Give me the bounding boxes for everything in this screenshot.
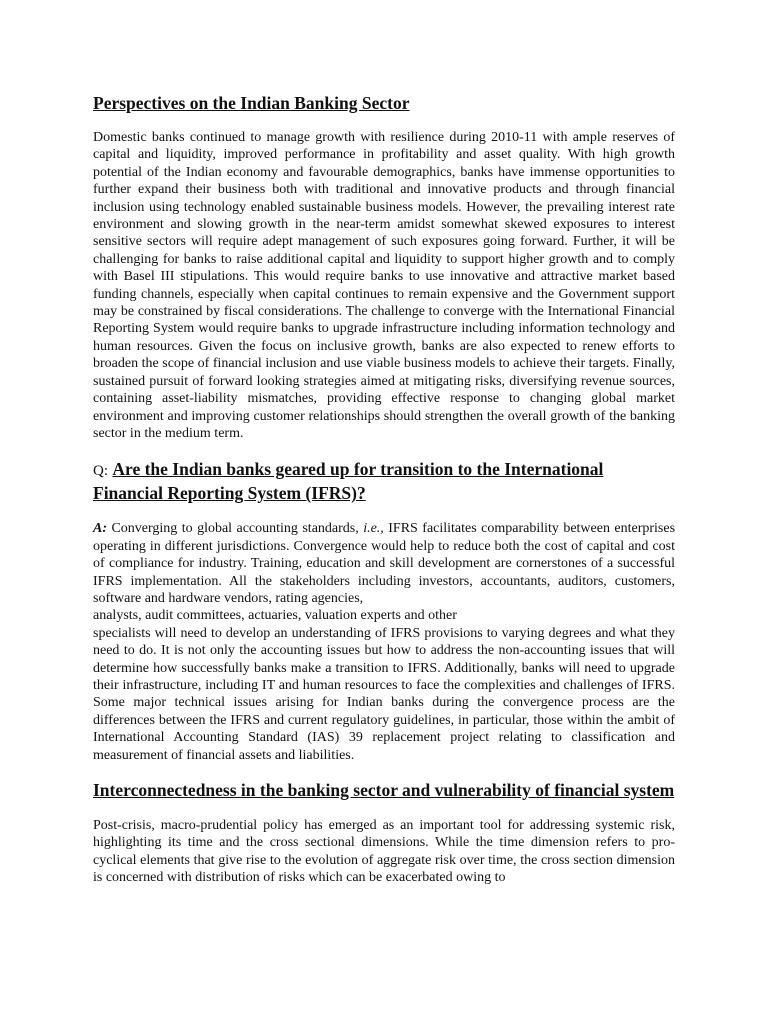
answer-part2: specialists will need to develop an understanding of IFRS provisions to varying degrees and what they need to do. It is not only the accounting issues but how to address the non-accounting issues that will determine how successfully banks make a transition to IFRS. Additionally, banks will need to upgrade their infrastructure, including IT and human resources to face the complexities and challenges of IFRS. Some major technical issues arising for Indian banks during the convergence process are the differences between the IFRS and current regulatory guidelines, in particular, those within the ambit of International Accounting Standard (IAS) 39 replacement project relating to classification and measurement of financial assets and liabilities.: [93, 625, 675, 763]
answer-break-line: analysts, audit committees, actuaries, valuation experts and other: [93, 608, 457, 624]
answer-prefix: A:: [93, 521, 107, 537]
document-page: [93, 92, 675, 887]
section-heading-interconnectedness: Interconnectedness in the banking sector and vulnerability of financial system: [93, 780, 675, 800]
question-prefix: Q:: [93, 463, 108, 480]
answer-part1: IFRS facilitates comparability between enterprises operating in different jurisdictions. Convergence would help to reduce both the cost of capital and cost of compliance for industry. Training, education and skill development are cornerstones of a successful IFRS implementation. All the stakeholders including investors, accountants, auditors, customers, software and hardware vendors, rating agencies,: [93, 521, 676, 606]
section-heading-perspectives: Perspectives on the Indian Banking Sector: [93, 93, 410, 113]
answer-ie: i.e.,: [363, 521, 384, 537]
answer-lead: Converging to global accounting standards,: [111, 521, 359, 537]
paragraph-interconnectedness: Post-crisis, macro-prudential policy has emerged as an important tool for addressing systemic risk, highlighting its time and the cross sectional dimensions. While the time dimension refers to pro-cyclical elements that give rise to the evolution of aggregate risk over time, the cross section dimension is concerned with distribution of risks which can be exacerbated owing to: [93, 818, 675, 886]
paragraph-perspectives: Domestic banks continued to manage growth with resilience during 2010-11 with ample reserves of capital and liquidity, improved performance in profitability and asset quality. With high growth potential of the Indian economy and favourable demographics, banks have immense opportunities to further expand their business both with traditional and innovative products and through financial inclusion using technology enabled sustainable business models. However, the prevailing interest rate environment and slowing growth in the near-term amidst somewhat skewed exposures to interest sensitive sectors will require adept management of such exposures going forward. Further, it will be challenging for banks to raise additional capital and liquidity to support higher growth and to comply with Basel III stipulations. This would require banks to use innovative and attractive market based funding channels, especially when capital continues to remain expensive and the Government support may be constrained by fiscal considerations. The challenge to converge with the International Financial Reporting System would require banks to upgrade infrastructure including information technology and human resources. Given the focus on inclusive growth, banks are also expected to renew efforts to broaden the scope of financial inclusion and use viable business models to achieve their targets. Finally, sustained pursuit of forward looking strategies aimed at mitigating risks, diversifying revenue sources, containing asset-liability mismatches, providing effective response to changing global market environment and improving customer relationships should strengthen the overall growth of the banking sector in the medium term.: [93, 130, 675, 441]
answer-paragraph: [93, 520, 675, 764]
question-block: [93, 458, 675, 504]
question-text: Are the Indian banks geared up for transition to the International Financial Reporting System (IFRS)?: [93, 459, 604, 504]
